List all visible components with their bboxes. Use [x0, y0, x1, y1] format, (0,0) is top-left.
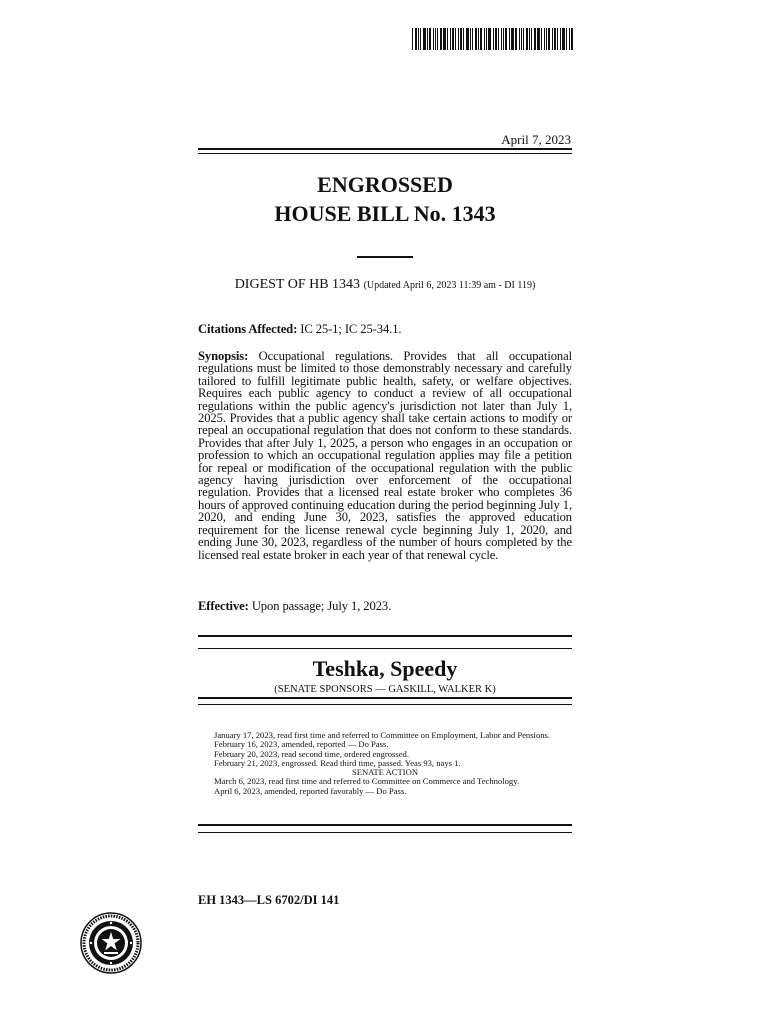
citations-text: IC 25-1; IC 25-34.1.: [300, 322, 402, 336]
divider: [198, 824, 572, 826]
action-item: April 6, 2023, amended, reported favorably — Do Pass.: [214, 785, 407, 796]
divider: [198, 153, 572, 154]
divider: [198, 148, 572, 150]
citations-label: Citations Affected:: [198, 322, 298, 336]
digest-updated: (Updated April 6, 2023 11:39 am - DI 119): [363, 280, 536, 291]
action-item: March 6, 2023, read first time and referred to Committee on Commerce and Technology.: [214, 776, 520, 787]
title-underline: [357, 256, 413, 258]
bill-title: HOUSE BILL No. 1343: [274, 201, 496, 226]
legislative-actions: [198, 731, 572, 796]
effective-text: Upon passage; July 1, 2023.: [251, 599, 392, 613]
divider: [198, 635, 572, 637]
bill-date: April 7, 2023: [501, 132, 571, 147]
senate-action-heading: SENATE ACTION: [351, 767, 419, 778]
action-item: February 21, 2023, engrossed. Read third time, passed. Yeas 93, nays 1.: [214, 757, 461, 768]
synopsis: [198, 350, 572, 561]
digest-title: DIGEST OF HB 1343: [234, 277, 361, 292]
author-name: Teshka, Speedy: [312, 656, 458, 681]
synopsis-label: Synopsis:: [198, 349, 249, 363]
document-code: EH 1343—LS 6702/DI 141: [198, 893, 340, 907]
divider: [198, 648, 572, 649]
divider: [198, 832, 572, 833]
effective-date: [198, 600, 572, 612]
state-seal-icon: [80, 912, 142, 974]
effective-label: Effective:: [198, 599, 249, 613]
digest-heading: [198, 277, 572, 293]
citations-affected: [198, 323, 572, 335]
action-item: February 16, 2023, amended, reported — Do Pass.: [214, 739, 389, 750]
action-item: February 20, 2023, read second time, ordered engrossed.: [214, 748, 409, 759]
barcode-icon: [412, 28, 588, 50]
senate-sponsors: (SENATE SPONSORS — GASKILL, WALKER K): [274, 684, 496, 695]
synopsis-text: Occupational regulations. Provides that all occupational regulations must be limited to those demonstrably necessary and carefully tailored to fulfill legitimate public health, safety, or welfare objectives. Requires each public agency to conduct a review of all occupational regulations within the public agency's jurisdiction not later than July 1, 2025. Provides that a public agency shall take certain actions to modify or repeal an occupational regulation that does not conform to these standards. Provides that after July 1, 2025, a person who engages in an occupation or profession to which an occupational regulation applies may file a petition for repeal or modification of the occupational regulation with the public agency having jurisdiction over enforcement of the occupational regulation. Provides that a licensed real estate broker who completes 36 hours of approved continuing education during the period beginning July 1, 2020, and ending June 30, 2023, satisfies the approved education requirement for the license renewal cycle beginning July 1, 2020, and ending June 30, 2023, regardless of the number of hours completed by the licensed real estate broker in each year of that renewal cycle.: [198, 349, 572, 562]
divider: [198, 697, 572, 699]
action-item: January 17, 2023, read first time and referred to Committee on Employment, Labor and Pensions.: [214, 730, 551, 740]
bill-status: ENGROSSED: [317, 172, 453, 197]
divider: [198, 704, 572, 705]
